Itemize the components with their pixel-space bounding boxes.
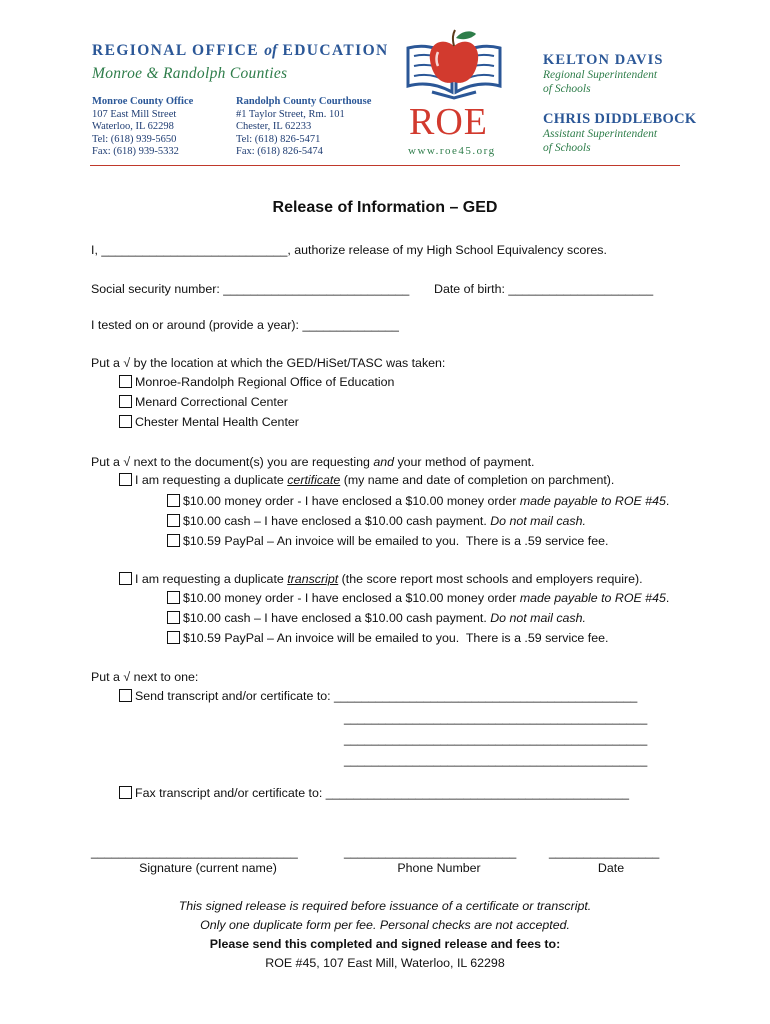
logo-text: ROE <box>409 101 488 143</box>
footer-mailing-address: ROE #45, 107 East Mill, Waterloo, IL 62298 <box>265 956 505 970</box>
certificate-cash-option[interactable]: $10.00 cash – I have enclosed a $10.00 cash payment. Do not mail cash. <box>167 514 586 528</box>
assistant-superintendent-block: CHRIS DIDDLEBOCK Assistant Superintendent of Schools <box>543 111 697 154</box>
footer-send-instruction: Please send this completed and signed release and fees to: <box>209 937 561 951</box>
send-address-line[interactable]: ____________________________________________ <box>344 753 648 767</box>
location-instruction: Put a √ by the location at which the GED/HiSet/TASC was taken: <box>91 356 446 370</box>
transcript-paypal-option[interactable]: $10.59 PayPal – An invoice will be emailed to you. There is a .59 service fee. <box>167 631 608 645</box>
counties-subtitle: Monroe & Randolph Counties <box>92 65 288 82</box>
send-to-option[interactable]: Send transcript and/or certificate to: ____________________________________________ <box>119 689 637 703</box>
authorize-line[interactable]: I, ___________________________, authorize release of my High School Equivalency scores. <box>91 243 607 257</box>
checkbox[interactable] <box>119 689 132 702</box>
fax-to-option[interactable]: Fax transcript and/or certificate to: ____________________________________________ <box>119 786 629 800</box>
apple-book-logo-icon <box>402 26 506 102</box>
header-divider <box>90 165 680 166</box>
checkbox[interactable] <box>119 473 132 486</box>
checkbox[interactable] <box>119 572 132 585</box>
transcript-cash-option[interactable]: $10.00 cash – I have enclosed a $10.00 cash payment. Do not mail cash. <box>167 611 586 625</box>
org-title: REGIONAL OFFICE of EDUCATION <box>92 42 389 59</box>
monroe-office-address: Monroe County Office 107 East Mill Street Waterloo, IL 62298 Tel: (618) 939-5650 Fax: (618) 939-5332 <box>92 96 194 158</box>
checkbox[interactable] <box>167 591 180 604</box>
phone-label: Phone Number <box>397 861 481 875</box>
certificate-money-order-option[interactable]: $10.00 money order - I have enclosed a $10.00 money order made payable to ROE #45. <box>167 494 669 508</box>
phone-line[interactable]: _________________________ <box>344 845 517 859</box>
document-instruction: Put a √ next to the document(s) you are requesting and your method of payment. <box>91 455 535 469</box>
tested-year-field[interactable]: I tested on or around (provide a year): ______________ <box>91 318 399 332</box>
form-title: Release of Information – GED <box>272 199 498 216</box>
footer-note-required: This signed release is required before issuance of a certificate or transcript. <box>178 899 592 913</box>
dob-field[interactable]: Date of birth: _____________________ <box>434 282 654 296</box>
signature-label: Signature (current name) <box>139 861 277 875</box>
delivery-instruction: Put a √ next to one: <box>91 670 199 684</box>
location-option-menard[interactable]: Menard Correctional Center <box>119 395 288 409</box>
certificate-request-option[interactable]: I am requesting a duplicate certificate (my name and date of completion on parchment). <box>119 473 614 487</box>
checkbox[interactable] <box>167 611 180 624</box>
footer-note-one-duplicate: Only one duplicate form per fee. Personal checks are not accepted. <box>200 918 570 932</box>
checkbox[interactable] <box>119 395 132 408</box>
location-option-chester[interactable]: Chester Mental Health Center <box>119 415 299 429</box>
send-address-line[interactable]: ____________________________________________ <box>344 732 648 746</box>
checkbox[interactable] <box>167 494 180 507</box>
checkbox[interactable] <box>167 534 180 547</box>
checkbox[interactable] <box>167 514 180 527</box>
checkbox[interactable] <box>119 415 132 428</box>
location-option-monroe-randolph[interactable]: Monroe-Randolph Regional Office of Education <box>119 375 394 389</box>
send-address-line[interactable]: ____________________________________________ <box>344 711 648 725</box>
transcript-request-option[interactable]: I am requesting a duplicate transcript (the score report most schools and employers require). <box>119 572 643 586</box>
certificate-paypal-option[interactable]: $10.59 PayPal – An invoice will be emailed to you. There is a .59 service fee. <box>167 534 608 548</box>
checkbox[interactable] <box>119 375 132 388</box>
date-line[interactable]: ________________ <box>549 845 660 859</box>
transcript-money-order-option[interactable]: $10.00 money order - I have enclosed a $10.00 money order made payable to ROE #45. <box>167 591 669 605</box>
website-link[interactable]: www.roe45.org <box>408 145 496 157</box>
randolph-office-address: Randolph County Courthouse #1 Taylor Street, Rm. 101 Chester, IL 62233 Tel: (618) 826-5471 Fax: (618) 826-5474 <box>236 96 372 158</box>
checkbox[interactable] <box>119 786 132 799</box>
ssn-field[interactable]: Social security number: ___________________________ <box>91 282 410 296</box>
superintendent-block: KELTON DAVIS Regional Superintendent of Schools <box>543 52 664 95</box>
checkbox[interactable] <box>167 631 180 644</box>
date-label: Date <box>597 861 625 875</box>
signature-line[interactable]: ______________________________ <box>91 845 298 859</box>
